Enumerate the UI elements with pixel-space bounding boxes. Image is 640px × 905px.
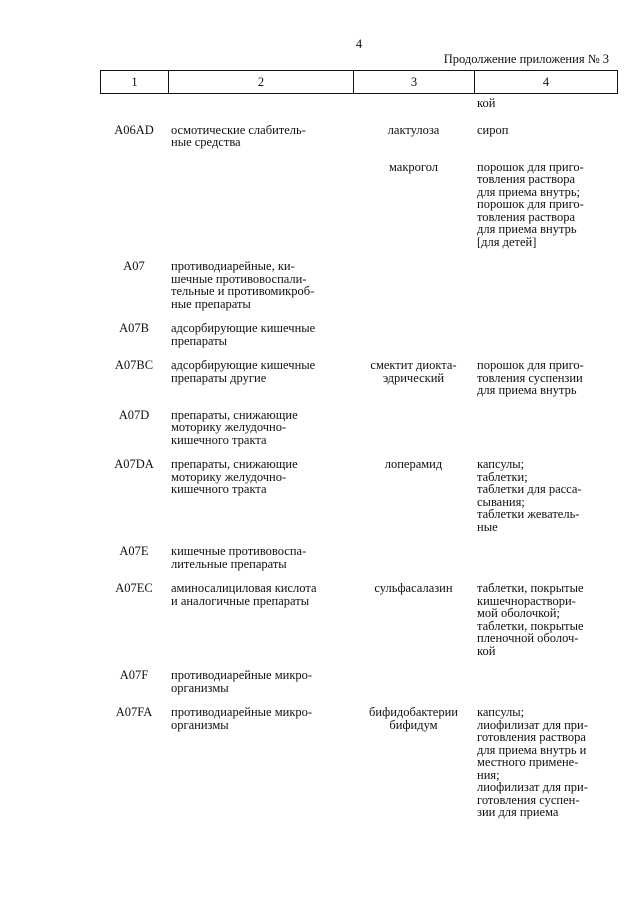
column-header-3: 3 [354, 71, 475, 94]
column-header-2: 2 [169, 71, 354, 94]
drug-name [353, 322, 474, 347]
column-header-row [101, 71, 618, 94]
drug-name: сульфасалазин [374, 581, 453, 595]
drug-name [353, 409, 474, 447]
continuation-label: Продолжение приложения № 3 [443, 52, 609, 66]
atc-code [100, 161, 168, 249]
group-description: противодиарейные микро- организмы [171, 668, 313, 695]
drug-name: лактулоза [387, 122, 440, 137]
dosage-form [474, 260, 617, 310]
dosage-form: порошок для приго- товления суспензии для приема внутрь [477, 358, 584, 397]
dosage-form: таблетки, покрытые кишечнораствори- мой оболочкой; таблетки, покрытые пленочной оболоч- кой [477, 581, 584, 658]
table-row [100, 545, 617, 570]
dosage-form [474, 545, 617, 570]
group-description: кишечные противовоспа- лительные препараты [171, 544, 307, 571]
table-row [100, 260, 617, 310]
atc-code [100, 97, 168, 110]
drug-name: лоперамид [384, 457, 443, 471]
table-row [100, 124, 617, 149]
dosage-form [474, 669, 617, 694]
dosage-form: капсулы; лиофилизат для при- готовления раствора для приема внутрь и местного примене- ния; лиофилизат для при- готовления суспен- зии для приема [477, 705, 588, 819]
table-row [100, 322, 617, 347]
atc-code: A07F [119, 668, 149, 682]
drug-name: смектит диокта- эдрический [370, 358, 457, 385]
group-description: аминосалициловая кислота и аналогичные препараты [171, 581, 317, 608]
table-body [100, 97, 617, 819]
column-header-4: 4 [475, 71, 618, 94]
dosage-form [474, 322, 617, 347]
drug-name [353, 260, 474, 310]
page-number: 4 [355, 37, 363, 51]
drug-name: бифидобактерии бифидум [369, 705, 458, 732]
dosage-form: сироп [477, 122, 509, 137]
group-description: осмотические слабитель- ные средства [171, 122, 306, 149]
table-row [100, 97, 617, 110]
group-description [168, 161, 353, 249]
atc-code: A07 [123, 259, 145, 273]
atc-code: A07DA [114, 457, 154, 471]
atc-code: A07E [119, 544, 149, 558]
dosage-form: порошок для приго- товления раствора для приема внутрь; порошок для приго- товления раствора для приема внутрь [для детей] [477, 159, 584, 249]
group-description: препараты, снижающие моторику желудочно- кишечного тракта [171, 457, 298, 496]
drug-name [353, 669, 474, 694]
column-header-1: 1 [101, 71, 169, 94]
dosage-form: капсулы; таблетки; таблетки для расса- сывания; таблетки жеватель- ные [477, 457, 582, 534]
table-row [100, 706, 617, 819]
dosage-form [474, 409, 617, 447]
group-description: адсорбирующие кишечные препараты другие [171, 358, 316, 385]
atc-code: A07FA [115, 705, 153, 719]
column-header-table [100, 70, 618, 94]
table-row [100, 582, 617, 657]
group-description: препараты, снижающие моторику желудочно- кишечного тракта [171, 407, 298, 447]
table-row [100, 669, 617, 694]
atc-code: A07D [118, 407, 150, 422]
table-row [100, 359, 617, 397]
table-row [100, 458, 617, 533]
atc-code: A07BC [114, 358, 154, 372]
table-row [100, 409, 617, 447]
group-description: противодиарейные микро- организмы [171, 705, 313, 732]
dosage-form: кой [477, 96, 496, 110]
atc-code: A07EC [115, 581, 153, 595]
group-description: противодиарейные, ки- шечные противовоспали- тельные и противомикроб- ные препараты [171, 259, 315, 311]
atc-code: A06AD [114, 122, 154, 137]
table-row [100, 161, 617, 249]
group-description [168, 97, 353, 110]
group-description: адсорбирующие кишечные препараты [171, 321, 316, 348]
drug-name [353, 97, 474, 110]
drug-name: макрогол [388, 159, 439, 174]
drug-name [353, 545, 474, 570]
atc-code: A07B [119, 321, 149, 335]
